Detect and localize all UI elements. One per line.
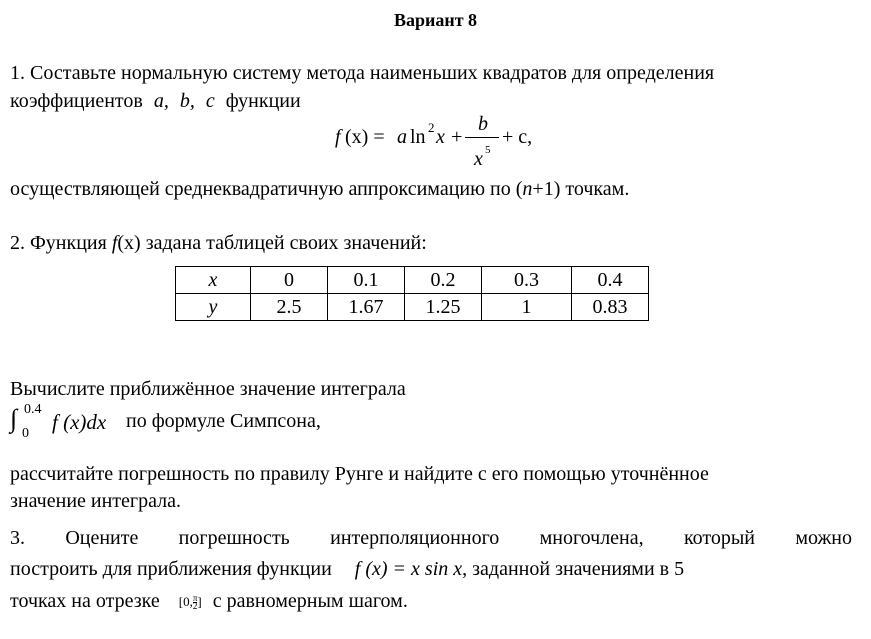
var-n: n — [522, 178, 533, 200]
integral-expr: f (x)dx — [52, 410, 107, 434]
table-cell: 0.1 — [328, 267, 405, 294]
fraction-bar — [465, 137, 499, 138]
integral-upper: 0.4 — [24, 402, 42, 417]
task1-line1: 1. Составьте нормальную систему метода наименьших квадратов для определения — [10, 62, 715, 84]
formula-ln: ln — [410, 126, 426, 148]
formula-sq: 2 — [428, 120, 435, 135]
formula-tail: + c, — [502, 126, 533, 148]
formula-arg: (x) = — [345, 126, 385, 148]
table-cell: 0.4 — [572, 267, 649, 294]
task2-runge-2: значение интеграла. — [10, 490, 182, 512]
integral-sign: ∫ — [10, 404, 18, 433]
task3-line1: 3. Оцените погрешность интерполяционного многочлена, который можно — [10, 527, 852, 549]
formula-a: a — [397, 126, 407, 148]
table-row-y — [176, 294, 649, 321]
task2-runge-1: рассчитайте погрешность по правилу Рунге и найдите с его помощью уточнённое — [10, 463, 709, 485]
table-row-x — [176, 267, 649, 294]
coef-c: c — [205, 90, 215, 112]
task1-line3: осуществляющей среднеквадратичную аппроксимацию по (n+1) точкам. — [10, 178, 630, 200]
table-cell: 1.25 — [405, 294, 482, 321]
task1-line2-prefix: коэффициентов — [10, 90, 143, 112]
table-cell: 1 — [482, 294, 572, 321]
integral-suffix: по формуле Симпсона, — [126, 410, 321, 432]
table-cell: 0.83 — [572, 294, 649, 321]
formula-den-pow: 5 — [485, 144, 491, 156]
function-formula: f (x) = x sin x — [354, 558, 463, 580]
task2-compute: Вычислите приближённое значение интеграла — [10, 378, 406, 400]
task1-line2 — [10, 90, 301, 113]
table-cell: 0.3 — [482, 267, 572, 294]
table-header-y: y — [176, 294, 251, 321]
table-cell: 0 — [251, 267, 328, 294]
table-cell: 2.5 — [251, 294, 328, 321]
task3-line3: точках на отрезке [0, $\frac{\pi}{2}$ ] с равномерным шагом. — [10, 590, 408, 612]
page-title: Вариант 8 — [393, 10, 478, 30]
task1-line2-suffix: функции — [225, 90, 301, 112]
formula-num: b — [478, 113, 488, 135]
table-header-x: x — [176, 267, 251, 294]
values-table — [175, 266, 649, 321]
table-cell: 1.67 — [328, 294, 405, 321]
formula-den: x — [474, 148, 483, 170]
formula-f: f — [335, 126, 341, 148]
task2-intro: 2. Функция f(x) задана таблицей своих значений: — [10, 232, 427, 254]
coef-a: a, — [153, 90, 169, 112]
interval: [0, $\frac{\pi}{2}$ ] — [178, 592, 202, 612]
integral-lower: 0 — [22, 426, 29, 441]
formula-x: x + — [436, 126, 464, 148]
coef-b: b, — [179, 90, 195, 112]
task3-line2: построить для приближения функции f (x) = x sin x, заданной значениями в 5 — [10, 558, 685, 580]
table-cell: 0.2 — [405, 267, 482, 294]
func-f: f — [111, 232, 118, 254]
